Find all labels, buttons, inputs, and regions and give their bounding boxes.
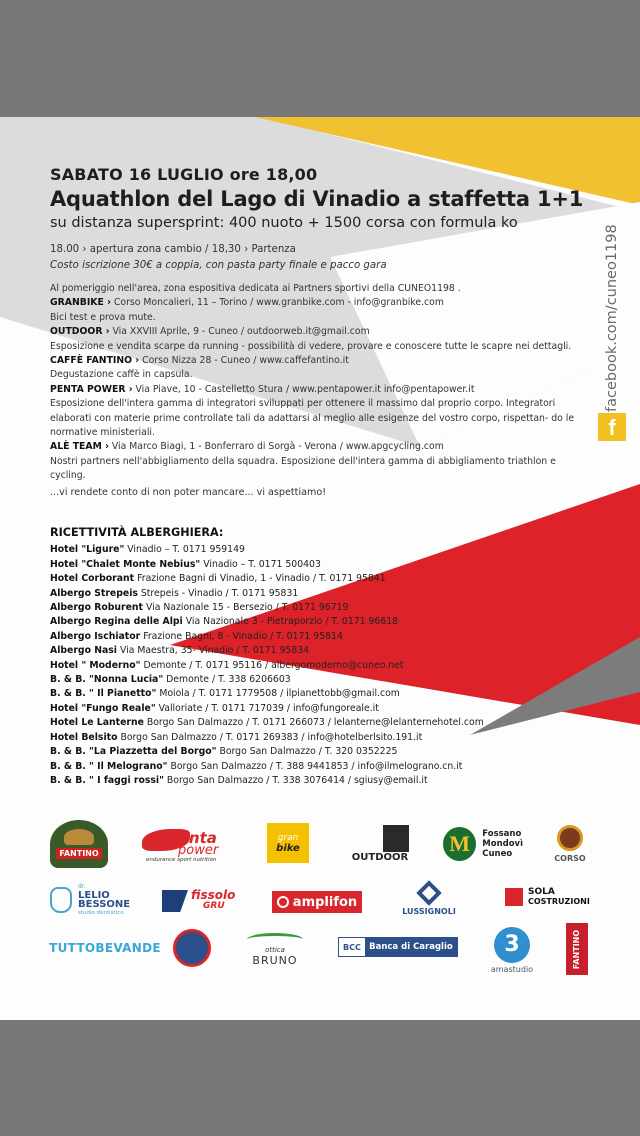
partner-item: ALÈ TEAM › Via Marco Biagi, 1 - Bonferraro di Sorgà - Verona / www.apgcycling.com (50, 441, 444, 453)
partners-section (50, 282, 590, 484)
hotel-item: Albergo Nasi Via Maestra, 35- Vinadio / T. 0171 95834 (50, 645, 310, 657)
partner-desc: Bici test e prova mute. (50, 311, 156, 323)
partner-item: GRANBIKE › Corso Moncalieri, 11 – Torino / www.granbike.com - info@granbike.com (50, 297, 444, 309)
logo-caffe-fantino: FANTINO (50, 820, 108, 868)
partner-desc: Esposizione dell'intera gamma di integratori sviluppati per ottenere il massimo dal proprio corpo. Integratori elaborati con materie prime controllate tali da adattarsi al meglio alle esigenze del vostro corpo, rispettan- do le normative ministeriali. (50, 398, 575, 439)
fissolo-icon (162, 890, 188, 912)
ottica-swoosh-icon (247, 933, 303, 946)
logo-ottica-bruno: ottica BRUNO (238, 931, 312, 969)
event-date: SABATO 16 LUGLIO ore 18,00 (50, 165, 318, 184)
hotel-item: Albergo Strepeis Strepeis - Vinadio / T. 0171 95831 (50, 587, 299, 599)
hotel-item: B. & B. " I faggi rossi" Borgo San Dalmazzo / T. 338 3076414 / sgiusy@email.it (50, 774, 428, 786)
hotels-section (50, 526, 484, 788)
hotel-item: B. & B. "Nonna Lucia" Demonte / T. 338 6206603 (50, 674, 291, 686)
outro-text: ...vi rendete conto di non poter mancare... vi aspettiamo! (50, 487, 327, 498)
partner-item: OUTDOOR › Via XXVIII Aprile, 9 - Cuneo / outdoorweb.it@gmail.com (50, 326, 370, 338)
logo-jester (171, 927, 213, 969)
event-subtitle: su distanza supersprint: 400 nuoto + 1500 corsa con formula ko (50, 215, 518, 231)
lelio-text: dr. LELIO BESSONE studio dentistico (78, 883, 131, 916)
hotel-item: Hotel "Ligure" Vinadio – T. 0171 959149 (50, 544, 245, 556)
jester-icon (173, 929, 211, 967)
hotel-item: Hotel "Chalet Monte Nebius" Vinadio – T. 0171 500403 (50, 558, 321, 570)
logo-tuttobevande: TUTTOBEVANDE (49, 941, 161, 955)
fissolo-text: fissolo GRU (191, 888, 236, 911)
hotels-heading: RICETTIVITÀ ALBERGHIERA: (50, 526, 224, 539)
logo-amplifon: amplifon (272, 891, 362, 913)
partners-intro: Al pomeriggio nell'area, zona espositiva dedicata ai Partners sportivi della CUNEO1198 . (50, 283, 461, 294)
partner-item: PENTA POWER › Via Piave, 10 - Castelletto Stura / www.pentapower.it info@pentapower.it (50, 383, 475, 395)
hotel-item: Hotel " Moderno" Demonte / T. 0171 95116 / albergomoderno@cuneo.net (50, 659, 404, 671)
hotel-item: Hotel "Fungo Reale" Valloriate / T. 0171 717039 / info@fungoreale.it (50, 702, 379, 714)
mcdonalds-cities: Fossano Mondovì Cuneo (482, 829, 523, 859)
logo-banca-di-caraglio: BCC Banca di Caraglio (338, 937, 458, 957)
facebook-link[interactable] (600, 224, 630, 417)
mcdonalds-icon: M (443, 827, 476, 861)
schedule (50, 242, 387, 274)
lussignoli-icon (416, 880, 441, 905)
hotel-item: Hotel Corborant Frazione Bagni di Vinadio, 1 - Vinadio / T. 0171 95841 (50, 573, 386, 585)
logo-fantino-caffe: FANTINO (566, 923, 588, 975)
logo-penta-power: penta power endurance sport nutrition (140, 825, 235, 869)
tooth-icon (50, 887, 72, 913)
sola-text: SOLA COSTRUZIONI (528, 887, 590, 906)
cup-icon (557, 825, 583, 851)
logo-mcdonalds (443, 825, 523, 863)
logo-granbike: gran bike (267, 823, 309, 863)
event-title: Aquathlon del Lago di Vinadio a staffetta 1+1 (50, 187, 584, 211)
facebook-icon[interactable]: f (598, 413, 626, 441)
partner-desc: Esposizione e vendita scarpe da running - possibilità di vedere, provare e conoscere tutte le scapre nei dettagli. (50, 340, 572, 352)
schedule-cost: Costo iscrizione 30€ a coppia, con pasta party finale e pacco gara (50, 260, 387, 271)
hotel-item: Hotel Belsito Borgo San Dalmazzo / T. 0171 269383 / info@hotelberlsito.191.it (50, 731, 423, 743)
logo-lelio-bessone (50, 883, 142, 917)
logo-outdoor: OUTDOOR (349, 825, 411, 863)
facebook-url[interactable]: facebook.com/cuneo1198 (604, 224, 620, 412)
hotel-item: B. & B. " Il Melograno" Borgo San Dalmazzo / T. 388 9441853 / info@ilmelograno.cn.it (50, 760, 463, 772)
partner-desc: Degustazione caffè in capsula. (50, 369, 193, 381)
logo-caffe-corso: CORSO (552, 821, 588, 867)
hotel-item: Albergo Ischiator Frazione Bagni, 8 - Vinadio / T. 0171 95814 (50, 630, 343, 642)
hotel-item: Albergo Regina delle Alpi Via Nazionale 3 - Pietraporzio / T. 0171 96618 (50, 616, 399, 628)
hotel-item: B. & B. " Il Pianetto" Moiola / T. 0171 1779508 / ilpianettobb@gmail.com (50, 688, 400, 700)
logo-fissolo-gru (162, 887, 246, 915)
amplifon-icon (277, 896, 289, 908)
partner-item: CAFFÈ FANTINO › Corso Nizza 28 - Cuneo / www.caffefantino.it (50, 355, 349, 367)
amastudio-icon: 3 (494, 927, 530, 963)
event-flyer (0, 117, 640, 1020)
schedule-times: 18.00 › apertura zona cambio / 18,30 › Partenza (50, 244, 296, 255)
hotel-item: B. & B. "La Piazzetta del Borgo" Borgo San Dalmazzo / T. 320 0352225 (50, 746, 398, 758)
hotel-item: Albergo Roburent Via Nazionale 15 - Bersezio / T. 0171 96719 (50, 602, 349, 614)
logo-sola-costruzioni (505, 883, 593, 911)
partner-desc: Nostri partners nell'abbigliamento della squadra. Esposizione dell'intera gamma di abbigliamento triathlon e cycling. (50, 455, 556, 482)
coffee-cup-icon (64, 829, 94, 845)
logo-amastudio: 3 amastudio (484, 923, 540, 977)
hotel-item: Hotel Le Lanterne Borgo San Dalmazzo / T. 0171 266073 / lelanterne@lelanternehotel.com (50, 717, 484, 729)
sola-icon (505, 888, 523, 906)
logo-lussignoli: LUSSIGNOLI (394, 881, 464, 919)
